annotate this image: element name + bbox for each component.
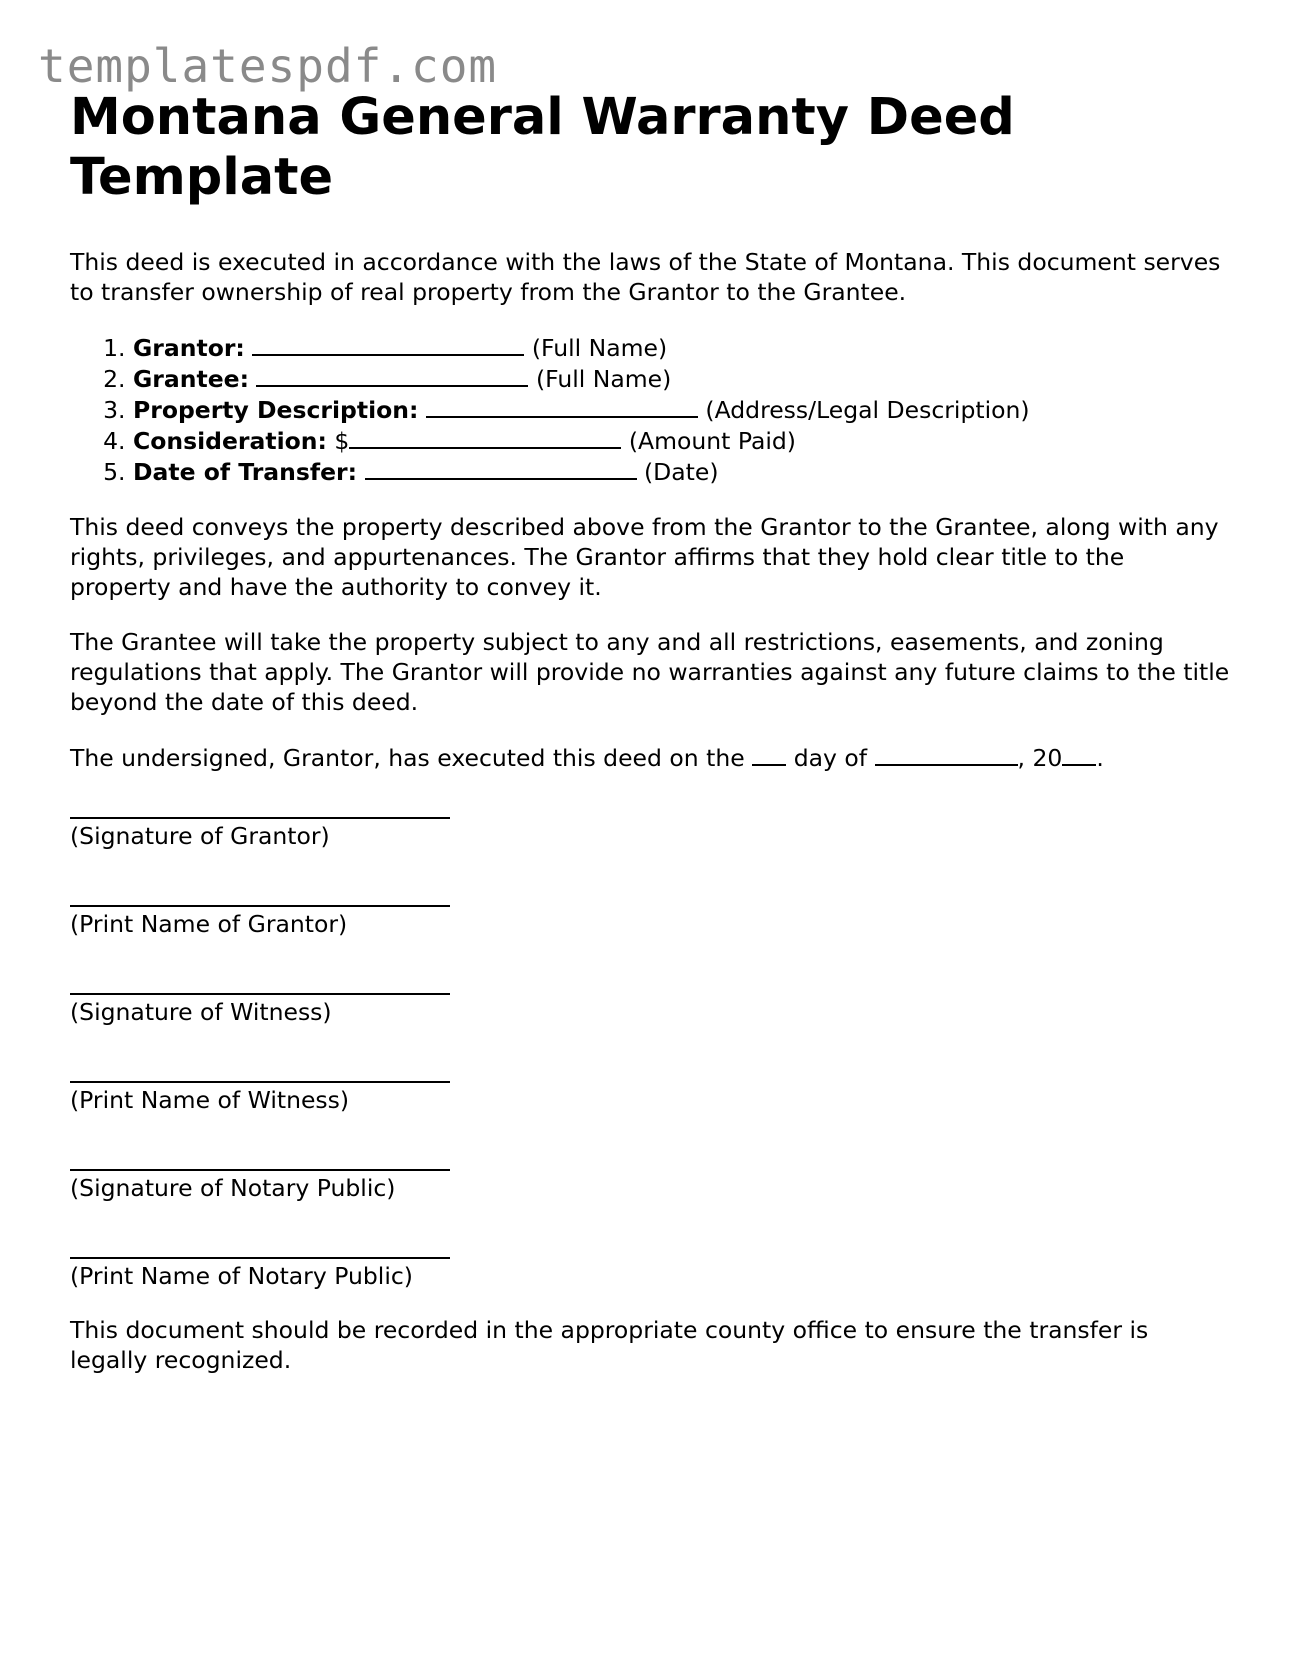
signature-grantor [70, 817, 450, 851]
field-label: Consideration: [133, 427, 327, 455]
blank-line[interactable] [426, 394, 698, 418]
currency-prefix: $ [334, 427, 350, 455]
print-name-witness [70, 1081, 450, 1115]
field-grantee [133, 363, 1230, 394]
document-page [70, 88, 1230, 1375]
print-name-grantor [70, 905, 450, 939]
deed-fields-list [70, 332, 1230, 487]
signature-label: (Print Name of Witness) [70, 1086, 350, 1114]
document-title: Montana General Warranty Deed Template [70, 88, 1015, 207]
print-name-notary [70, 1257, 450, 1291]
field-hint: (Full Name) [531, 334, 668, 362]
signature-label: (Print Name of Grantor) [70, 910, 348, 938]
signature-notary [70, 1169, 450, 1203]
signature-line[interactable] [70, 993, 450, 995]
blank-line[interactable] [252, 332, 524, 356]
execution-text: The undersigned, Grantor, has executed this deed on the [70, 744, 745, 772]
field-date-of-transfer [133, 456, 1230, 487]
signature-witness [70, 993, 450, 1027]
conveyance-paragraph: This deed conveys the property described above from the Grantor to the Grantee, along with any rights, privileges, and appurtenances. The Grantor affirms that they hold clear title to the property and have the authority to convey it. [70, 513, 1219, 601]
signature-line[interactable] [70, 1257, 450, 1259]
field-hint: (Date) [644, 458, 719, 486]
signature-line[interactable] [70, 817, 450, 819]
signature-line[interactable] [70, 1169, 450, 1171]
day-blank[interactable] [752, 742, 786, 766]
field-hint: (Address/Legal Description) [705, 396, 1030, 424]
signature-line[interactable] [70, 1081, 450, 1083]
watermark: templatespdf.com [38, 39, 498, 93]
signature-label: (Print Name of Notary Public) [70, 1262, 413, 1290]
field-consideration [133, 425, 1230, 456]
signature-label: (Signature of Grantor) [70, 822, 330, 850]
field-label: Date of Transfer: [133, 458, 358, 486]
signature-block [70, 817, 1230, 1291]
blank-line[interactable] [256, 363, 528, 387]
restrictions-paragraph: The Grantee will take the property subject to any and all restrictions, easements, and zoning regulations that apply. The Grantor will provide no warranties against any future claims to the title beyond the date of this deed. [70, 628, 1230, 716]
field-hint: (Amount Paid) [628, 427, 796, 455]
field-label: Property Description: [133, 396, 419, 424]
blank-line[interactable] [365, 456, 637, 480]
blank-line[interactable] [349, 425, 621, 449]
closing-paragraph: This document should be recorded in the appropriate county office to ensure the transfer is legally recognized. [70, 1316, 1149, 1374]
execution-day-of: day of [793, 744, 868, 772]
month-blank[interactable] [875, 742, 1018, 766]
field-label: Grantee: [133, 365, 249, 393]
field-label: Grantor: [133, 334, 245, 362]
execution-line [70, 742, 1230, 773]
execution-end: . [1096, 744, 1104, 772]
field-grantor [133, 332, 1230, 363]
signature-label: (Signature of Witness) [70, 998, 332, 1026]
intro-paragraph: This deed is executed in accordance with the laws of the State of Montana. This document serves to transfer ownership of real property from the Grantor to the Grantee. [70, 248, 1221, 306]
signature-line[interactable] [70, 905, 450, 907]
year-blank[interactable] [1062, 742, 1096, 766]
field-property-description [133, 394, 1230, 425]
signature-label: (Signature of Notary Public) [70, 1174, 396, 1202]
execution-year-prefix: , 20 [1017, 744, 1063, 772]
field-hint: (Full Name) [535, 365, 672, 393]
